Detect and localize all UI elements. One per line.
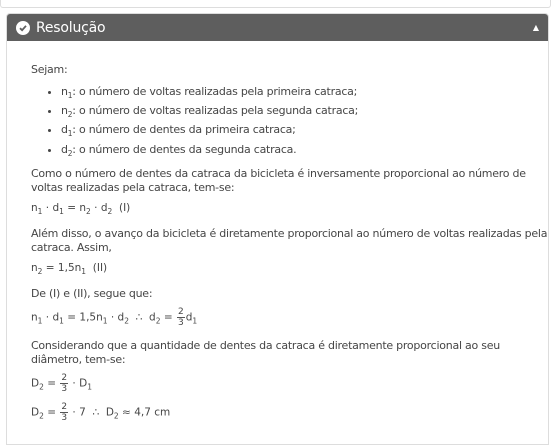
list-item: • $d_1$: o número de dentes da primeira catraca; — [61, 123, 548, 141]
paragraph: Além disso, o avanço da bicicleta é diretamente proporcional ao número de voltas realizadas pela catraca. Assim, — [31, 226, 548, 254]
list-item: • $d_2$: o número de dentes da segunda catraca. — [61, 143, 548, 161]
equation-3: $n_1 \cdot d_1 = 1,5n_1 \cdot d_2$ ∴ $d_2$ = $\frac{2}{3}$ $d_1$ — [31, 306, 198, 328]
intro-text: Sejam: — [31, 63, 68, 76]
paragraph: Como o número de dentes da catraca da bicicleta é inversamente proporcional ao número de voltas realizadas pela catraca, tem-se: — [31, 166, 526, 194]
previous-panel-edge — [0, 0, 551, 8]
fraction: $\frac{2}{3}$ — [61, 402, 68, 424]
definitions-list — [31, 85, 548, 161]
paragraph: De (I) e (II), segue que: — [31, 286, 153, 300]
equation-1: $n_1 \cdot d_1 = n_2 \cdot d_2$ (I) — [31, 201, 131, 216]
resolution-panel — [6, 13, 549, 445]
equation-5: $D_2$ = $\frac{2}{3}$ · 7 ∴ $D_2 \approx 4,7$ cm — [31, 402, 171, 424]
fraction: $\frac{2}{3}$ — [177, 306, 184, 328]
equation-4: $D_2$ = $\frac{2}{3}$ · $D_1$ — [31, 372, 92, 394]
list-item: • $n_1$: o número de voltas realizadas pela primeira catraca; — [61, 85, 548, 103]
panel-header[interactable] — [7, 14, 548, 41]
check-circle-icon — [16, 21, 30, 35]
paragraph: Considerando que a quantidade de dentes da catraca é diretamente proporcional ao seu diâmetro, tem-se: — [31, 338, 500, 366]
panel-title: Resolução — [36, 19, 106, 36]
caret-up-icon[interactable]: ▲ — [532, 23, 539, 32]
fraction: $\frac{2}{3}$ — [61, 372, 68, 394]
list-item: • $n_2$: o número de voltas realizadas pela segunda catraca; — [61, 104, 548, 122]
equation-2: $n_2 = 1,5n_1$ (II) — [31, 261, 108, 276]
resolution-content — [7, 41, 548, 424]
